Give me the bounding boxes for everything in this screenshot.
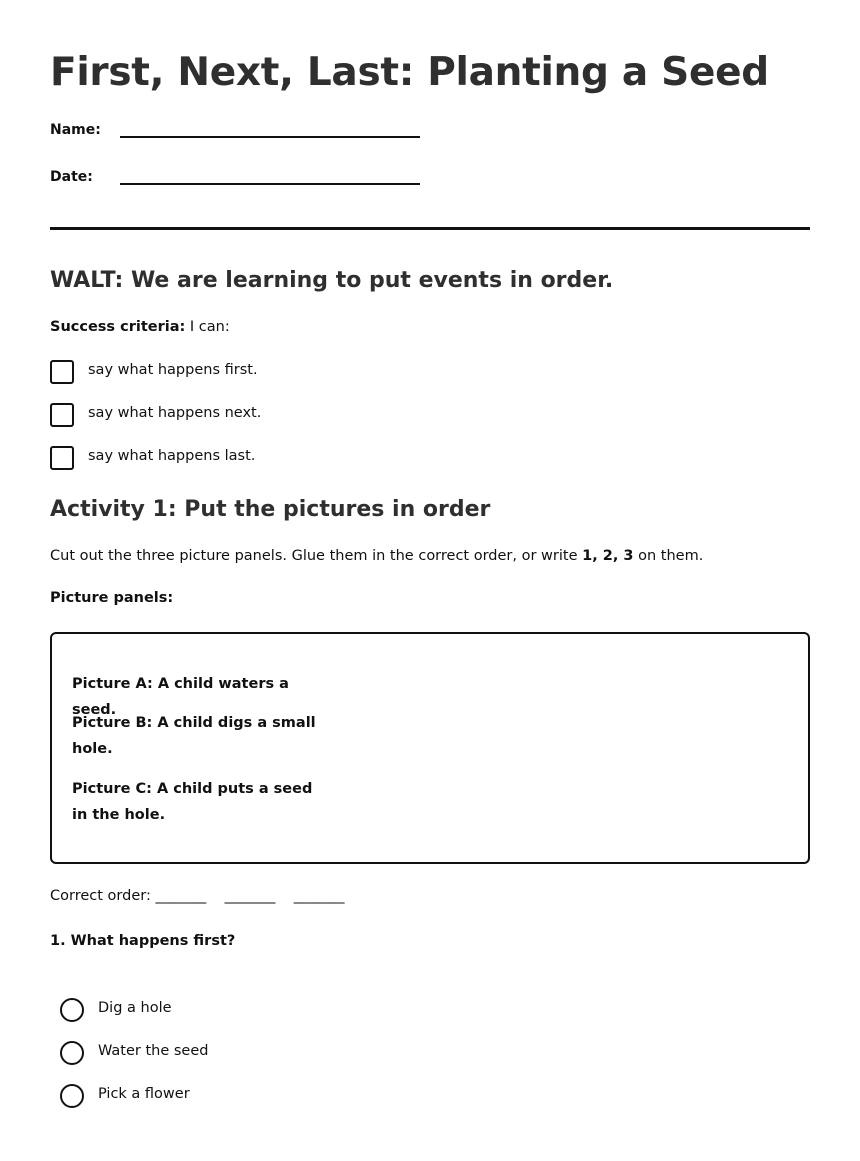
criterion-checkbox[interactable] bbox=[50, 360, 74, 384]
correct-order-blanks[interactable]: _______ _______ _______ bbox=[155, 888, 345, 904]
picture-panel-c: Picture C: A child puts a seed in the hole. bbox=[72, 781, 313, 823]
success-criteria-text: I can: bbox=[185, 319, 230, 335]
criterion-label: say what happens last. bbox=[88, 448, 256, 464]
option-label: Dig a hole bbox=[98, 1000, 172, 1016]
criterion-item bbox=[50, 446, 450, 470]
criterion-label: say what happens next. bbox=[88, 405, 262, 421]
criterion-label: say what happens first. bbox=[88, 362, 258, 378]
header-divider bbox=[50, 227, 810, 230]
date-field-row bbox=[50, 169, 450, 199]
name-field-row bbox=[50, 122, 450, 152]
correct-order-label: Correct order: bbox=[50, 888, 151, 904]
question-1-option[interactable] bbox=[60, 1041, 460, 1067]
question-1-option[interactable] bbox=[60, 998, 460, 1024]
question-1-option[interactable] bbox=[60, 1084, 460, 1110]
correct-order-row bbox=[50, 888, 345, 904]
name-field[interactable] bbox=[120, 136, 420, 138]
option-label: Water the seed bbox=[98, 1043, 209, 1059]
instruction-text: Cut out the three picture panels. Glue them in the correct order, or write bbox=[50, 548, 583, 564]
name-label: Name: bbox=[50, 122, 101, 138]
walt-heading: WALT: We are learning to put events in order. bbox=[50, 268, 614, 293]
date-field[interactable] bbox=[120, 183, 420, 185]
option-label: Pick a flower bbox=[98, 1086, 190, 1102]
instruction-numbers: 1, 2, 3 bbox=[582, 548, 634, 564]
radio-button[interactable] bbox=[60, 1041, 84, 1065]
radio-button[interactable] bbox=[60, 998, 84, 1022]
criterion-checkbox[interactable] bbox=[50, 403, 74, 427]
picture-panel-b: Picture B: A child digs a small hole. bbox=[72, 715, 316, 757]
question-1-prompt: 1. What happens first? bbox=[50, 933, 236, 949]
date-label: Date: bbox=[50, 169, 93, 185]
activity1-instruction bbox=[50, 548, 703, 564]
instruction-text-end: on them. bbox=[633, 548, 704, 564]
success-criteria-label: Success criteria: bbox=[50, 319, 186, 335]
criterion-item bbox=[50, 403, 450, 427]
picture-panels-label: Picture panels: bbox=[50, 590, 174, 606]
success-criteria bbox=[50, 319, 230, 335]
picture-panel-a: Picture A: A child waters a seed. bbox=[72, 676, 289, 718]
criterion-checkbox[interactable] bbox=[50, 446, 74, 470]
activity1-heading: Activity 1: Put the pictures in order bbox=[50, 497, 491, 522]
radio-button[interactable] bbox=[60, 1084, 84, 1108]
picture-panels-box bbox=[50, 632, 810, 864]
criterion-item bbox=[50, 360, 450, 384]
page-title: First, Next, Last: Planting a Seed bbox=[50, 50, 769, 95]
